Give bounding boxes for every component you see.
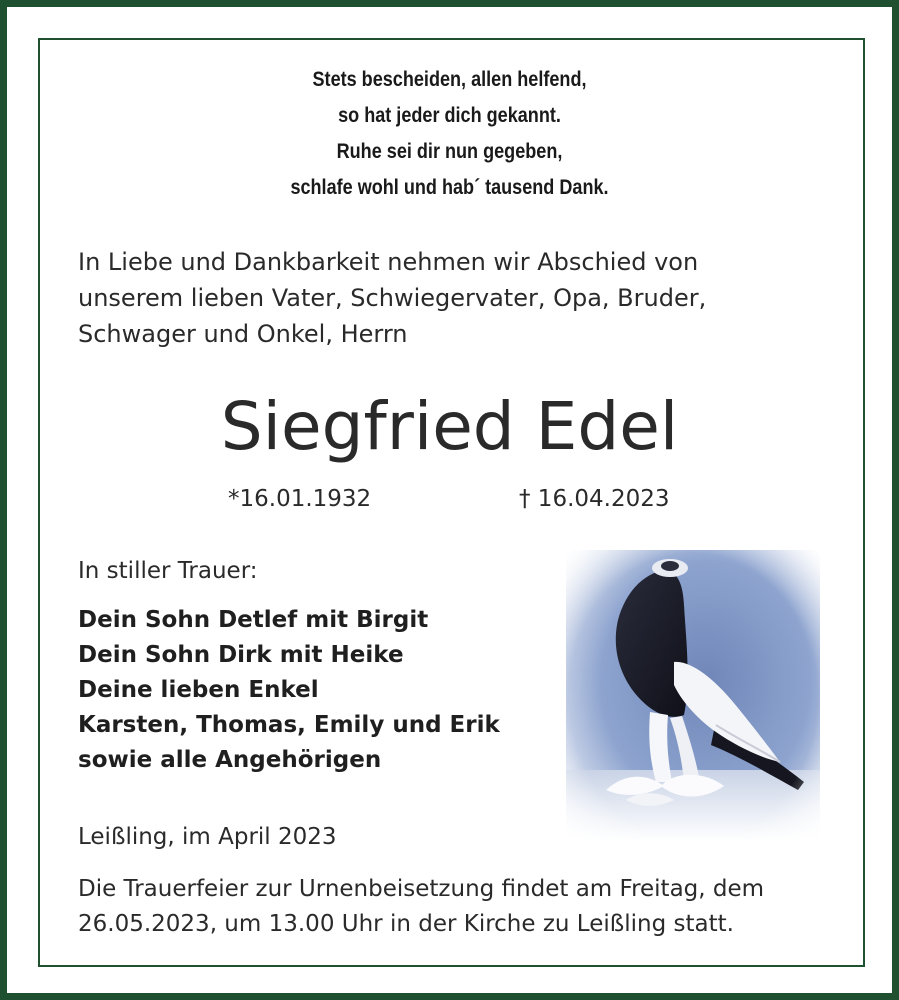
service-notice bbox=[78, 872, 764, 942]
mourning-label: In stiller Trauer: bbox=[78, 558, 258, 584]
verse bbox=[63, 62, 836, 206]
mourner-line: Karsten, Thomas, Emily und Erik bbox=[78, 712, 500, 738]
pigeon-photo bbox=[566, 550, 820, 842]
mourner-line: Dein Sohn Detlef mit Birgit bbox=[78, 607, 429, 633]
service-line: 26.05.2023, um 13.00 Uhr in der Kirche zu Leißling statt. bbox=[78, 911, 734, 937]
mourner-line: sowie alle Angehörigen bbox=[78, 747, 382, 773]
mourner-line: Deine lieben Enkel bbox=[78, 677, 319, 703]
pigeon-illustration bbox=[566, 550, 820, 842]
verse-line: schlafe wohl und hab´ tausend Dank. bbox=[290, 176, 609, 199]
intro-line: unserem lieben Vater, Schwiegervater, Opa, Bruder, bbox=[78, 284, 707, 312]
intro-line: In Liebe und Dankbarkeit nehmen wir Abschied von bbox=[78, 248, 699, 276]
service-line: Die Trauerfeier zur Urnenbeisetzung findet am Freitag, dem bbox=[78, 876, 765, 902]
birth-date: *16.01.1932 bbox=[228, 486, 372, 512]
intro-line: Schwager und Onkel, Herrn bbox=[78, 320, 408, 348]
verse-line: Stets bescheiden, allen helfend, bbox=[312, 68, 587, 91]
mourner-line: Dein Sohn Dirk mit Heike bbox=[78, 642, 404, 668]
deceased-name: Siegfried Edel bbox=[220, 388, 679, 465]
mourners-list bbox=[78, 603, 500, 778]
death-date: † 16.04.2023 bbox=[519, 486, 670, 512]
verse-line: Ruhe sei dir nun gegeben, bbox=[336, 140, 563, 163]
verse-line: so hat jeder dich gekannt. bbox=[338, 104, 561, 127]
intro-text bbox=[78, 244, 778, 352]
place-date: Leißling, im April 2023 bbox=[78, 824, 337, 850]
